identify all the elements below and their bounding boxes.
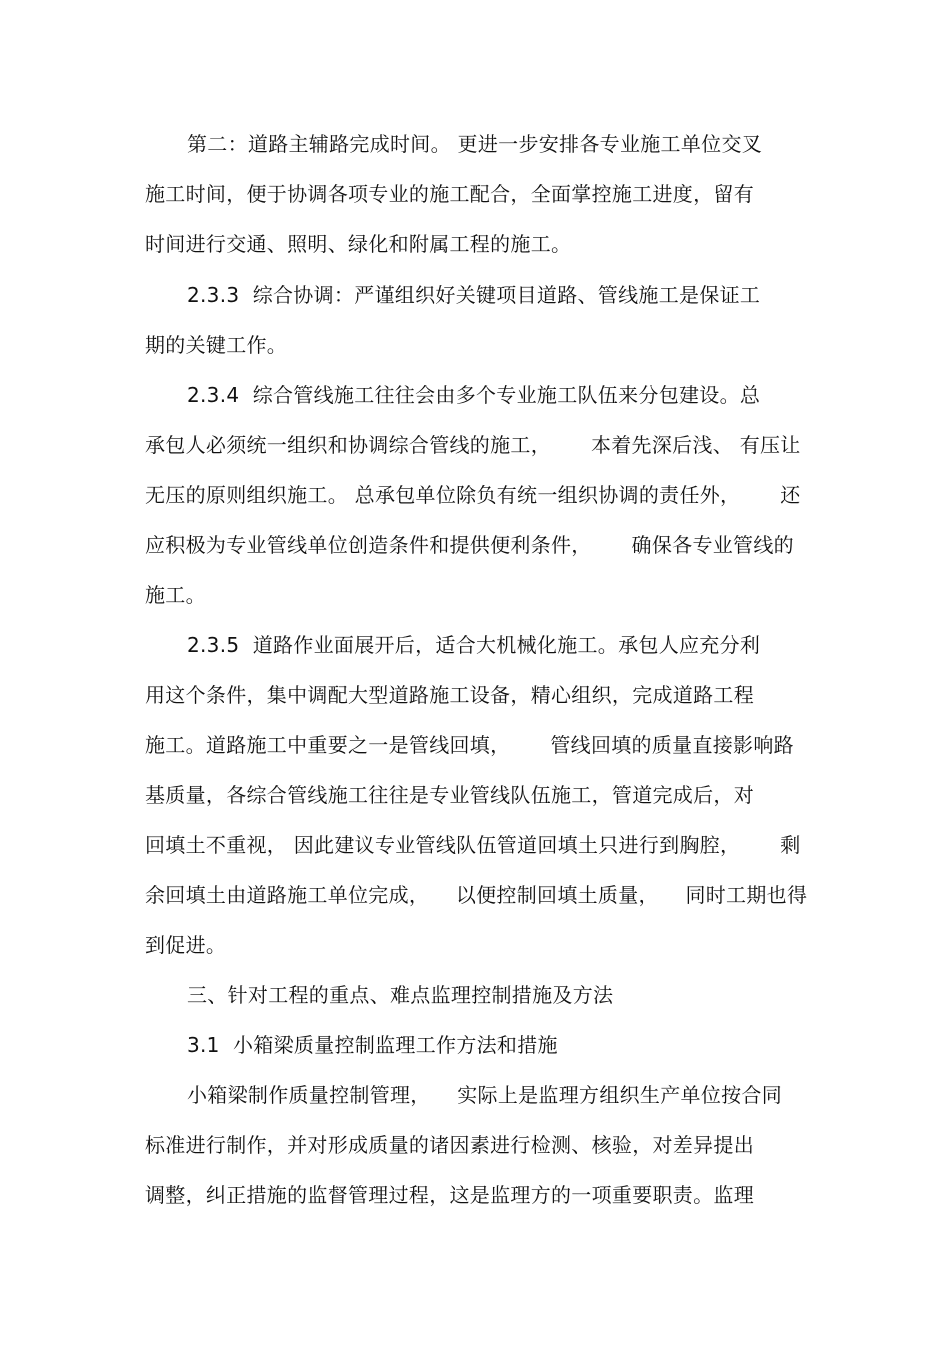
section-3-heading: 三、针对工程的重点、难点监理控制措施及方法 (187, 983, 614, 1007)
paragraph-line: 时间进行交通、照明、绿化和附属工程的施工。 (145, 232, 572, 256)
section-2-3-4-line: 2.3.4 综合管线施工往往会由多个专业施工队伍来分包建设。总 (187, 383, 761, 407)
paragraph-line: 施工时间，便于协调各项专业的施工配合，全面掌控施工进度，留有 (145, 182, 754, 206)
paragraph-line: 回填土不重视， 因此建议专业管线队伍管道回填土只进行到胸腔， 剩 (145, 833, 801, 857)
paragraph-line: 施工。 (145, 583, 206, 607)
paragraph-line: 施工。道路施工中重要之一是管线回填， 管线回填的质量直接影响路 (145, 733, 794, 757)
paragraph-line: 小箱梁制作质量控制管理， 实际上是监理方组织生产单位按合同 (187, 1083, 783, 1107)
paragraph-line: 基质量，各综合管线施工往往是专业管线队伍施工，管道完成后，对 (145, 783, 754, 807)
paragraph-line: 调整，纠正措施的监督管理过程，这是监理方的一项重要职责。监理 (145, 1183, 754, 1207)
paragraph-line: 应积极为专业管线单位创造条件和提供便利条件， 确保各专业管线的 (145, 533, 794, 557)
section-2-3-3-line: 2.3.3 综合协调：严谨组织好关键项目道路、管线施工是保证工 (187, 283, 761, 307)
paragraph-line: 标准进行制作，并对形成质量的诸因素进行检测、核验，对差异提出 (145, 1133, 754, 1157)
paragraph-line: 用这个条件，集中调配大型道路施工设备，精心组织，完成道路工程 (145, 683, 754, 707)
paragraph-line: 期的关键工作。 (145, 333, 288, 357)
section-3-1-heading: 3.1 小箱梁质量控制监理工作方法和措施 (187, 1033, 558, 1057)
paragraph-line: 到促进。 (145, 933, 227, 957)
paragraph-line: 第二：道路主辅路完成时间。 更进一步安排各专业施工单位交叉 (187, 132, 763, 156)
paragraph-line: 余回填土由道路施工单位完成， 以便控制回填土质量， 同时工期也得 (145, 883, 808, 907)
section-2-3-5-line: 2.3.5 道路作业面展开后，适合大机械化施工。承包人应充分利 (187, 633, 761, 657)
paragraph-line: 无压的原则组织施工。 总承包单位除负有统一组织协调的责任外， 还 (145, 483, 801, 507)
paragraph-line: 承包人必须统一组织和协调综合管线的施工， 本着先深后浅、 有压让 (145, 433, 801, 457)
